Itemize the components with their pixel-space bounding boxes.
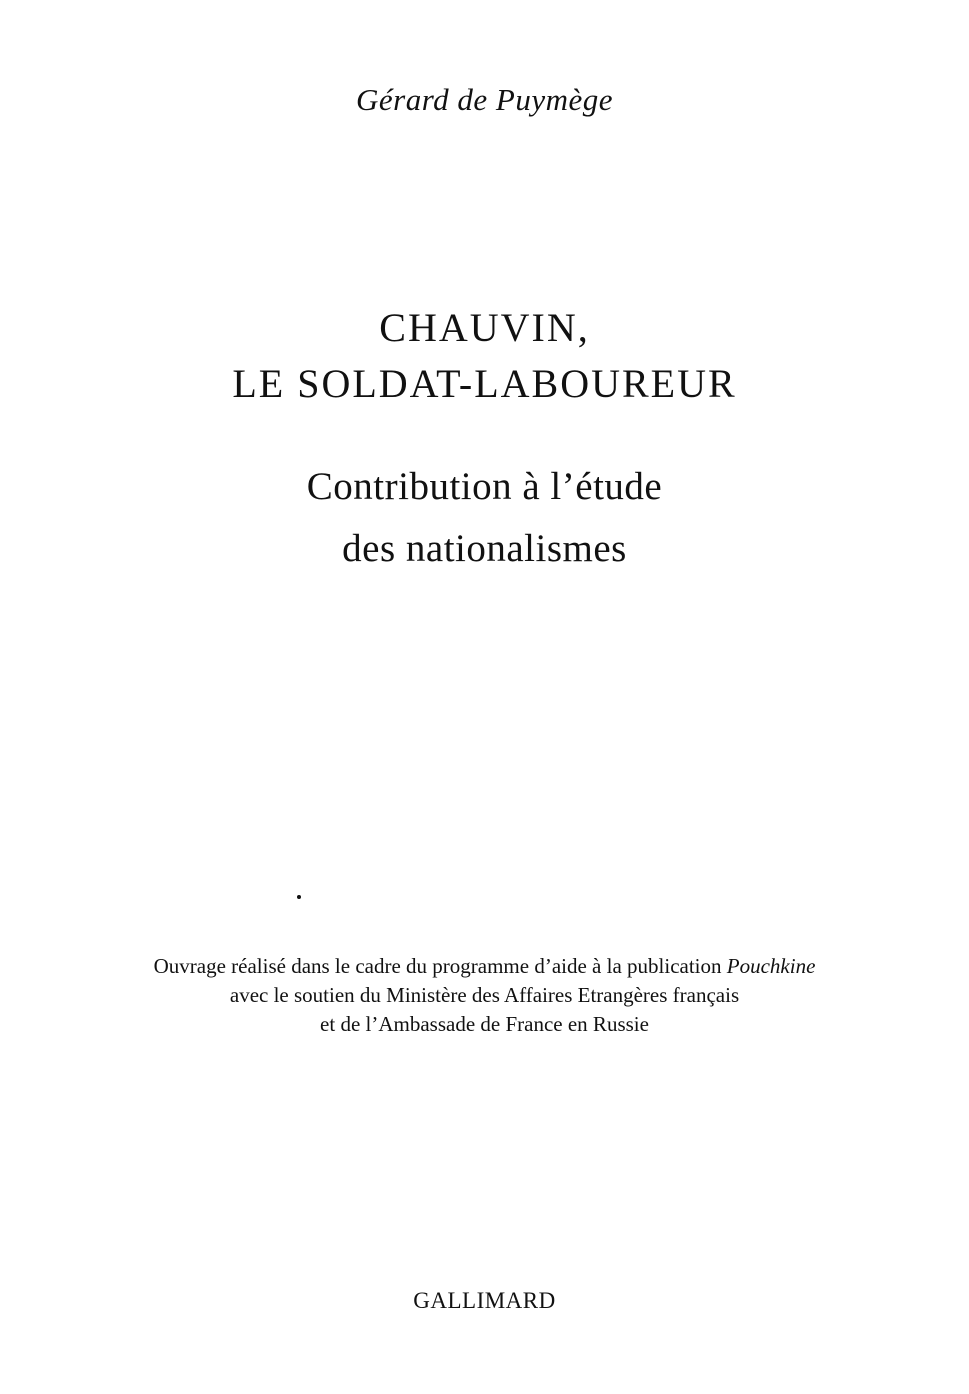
book-subtitle <box>0 456 969 580</box>
subtitle-line-1: Contribution à l’étude <box>306 465 663 508</box>
notice-line-1 <box>0 952 969 981</box>
book-title <box>0 300 969 412</box>
title-line-1: CHAUVIN, <box>379 305 590 350</box>
title-line-2: LE SOLDAT-LABOUREUR <box>232 361 737 406</box>
publication-notice <box>0 952 969 1039</box>
stray-dot-mark <box>297 895 301 899</box>
notice-line-3: et de l’Ambassade de France en Russie <box>320 1012 649 1036</box>
publisher-name: GALLIMARD <box>413 1288 556 1313</box>
notice-line-1-text: Ouvrage réalisé dans le cadre du programme d’aide à la publication <box>153 954 722 978</box>
notice-program-name: Pouchkine <box>726 954 816 978</box>
notice-line-2: avec le soutien du Ministère des Affaires Etrangères français <box>229 983 740 1007</box>
subtitle-line-2: des nationalismes <box>342 527 627 570</box>
author-name: Gérard de Puymège <box>356 82 613 117</box>
